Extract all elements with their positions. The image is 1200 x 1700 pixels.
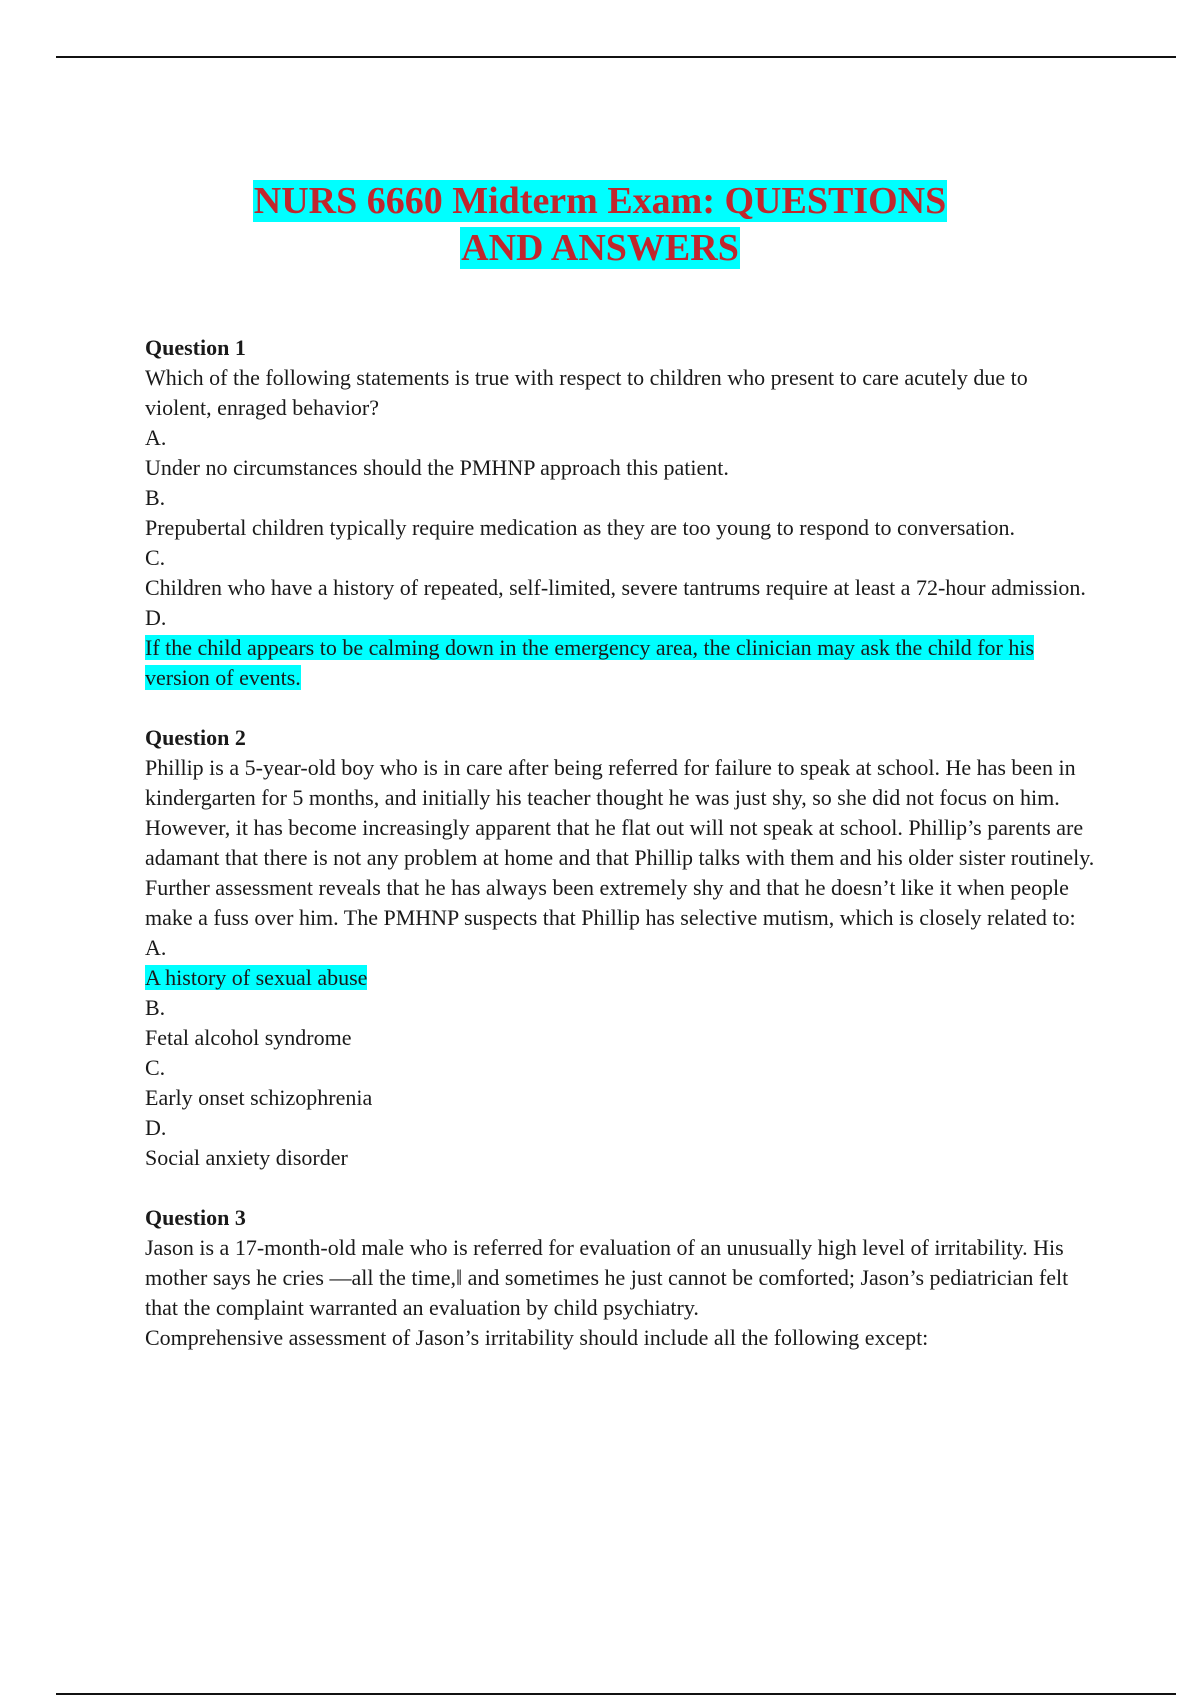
title-line-1: NURS 6660 Midterm Exam: QUESTIONS bbox=[253, 180, 947, 222]
option-letter-b: B. bbox=[145, 485, 166, 510]
answer-highlight: If the child appears to be calming down in the emergency area, the clinician may ask the child for his version of events. bbox=[145, 635, 1035, 690]
question-1 bbox=[145, 333, 1095, 693]
question-stem: Phillip is a 5-year-old boy who is in care after being referred for failure to speak at school. He has been in kindergarten for 5 months, and initially his teacher thought he was just shy, so she did not focus on him. However, it has become increasingly apparent that he flat out will not speak at school. Phillip’s parents are adamant that there is not any problem at home and that Phillip talks with them and his older sister routinely. Further assessment reveals that he has always been extremely shy and that he doesn’t like it when people make a fuss over him. The PMHNP suspects that Phillip has selective mutism, which is closely related to: bbox=[145, 755, 1095, 930]
question-prompt: Comprehensive assessment of Jason’s irritability should include all the following except: bbox=[145, 1325, 929, 1350]
question-3 bbox=[145, 1203, 1095, 1353]
option-letter-a: A. bbox=[145, 425, 167, 450]
title-line-2: AND ANSWERS bbox=[461, 227, 739, 269]
top-rule bbox=[56, 56, 1176, 58]
option-letter-c: C. bbox=[145, 545, 166, 570]
document-title bbox=[0, 178, 1200, 272]
option-letter-d: D. bbox=[145, 1115, 167, 1140]
option-text-b: Fetal alcohol syndrome bbox=[145, 1025, 352, 1050]
option-letter-b: B. bbox=[145, 995, 166, 1020]
questions-section bbox=[145, 333, 1095, 1353]
question-stem: Which of the following statements is true with respect to children who present to care acutely due to violent, enraged behavior? bbox=[145, 365, 1028, 420]
option-letter-d: D. bbox=[145, 605, 167, 630]
bottom-rule bbox=[56, 1693, 1176, 1695]
correct-answer-d bbox=[145, 633, 1095, 693]
option-text-d: Social anxiety disorder bbox=[145, 1145, 348, 1170]
option-text-c: Early onset schizophrenia bbox=[145, 1085, 373, 1110]
option-letter-a: A. bbox=[145, 935, 167, 960]
correct-answer-a bbox=[145, 963, 1095, 993]
question-heading: Question 3 bbox=[145, 1205, 246, 1230]
option-text-c: Children who have a history of repeated, self-limited, severe tantrums require at least a 72-hour admission. bbox=[145, 575, 1086, 600]
option-letter-c: C. bbox=[145, 1055, 166, 1080]
option-text-b: Prepubertal children typically require medication as they are too young to respond to conversation. bbox=[145, 515, 1015, 540]
question-2 bbox=[145, 723, 1095, 1173]
question-heading: Question 1 bbox=[145, 335, 246, 360]
question-stem: Jason is a 17-month-old male who is referred for evaluation of an unusually high level of irritability. His mother says he cries ―all the time,‖ and sometimes he just cannot be comforted; Jason’s pediatrician felt that the complaint warranted an evaluation by child psychiatry. bbox=[145, 1235, 1069, 1320]
question-heading: Question 2 bbox=[145, 725, 246, 750]
option-text-a: Under no circumstances should the PMHNP approach this patient. bbox=[145, 455, 729, 480]
answer-highlight: A history of sexual abuse bbox=[145, 965, 368, 990]
